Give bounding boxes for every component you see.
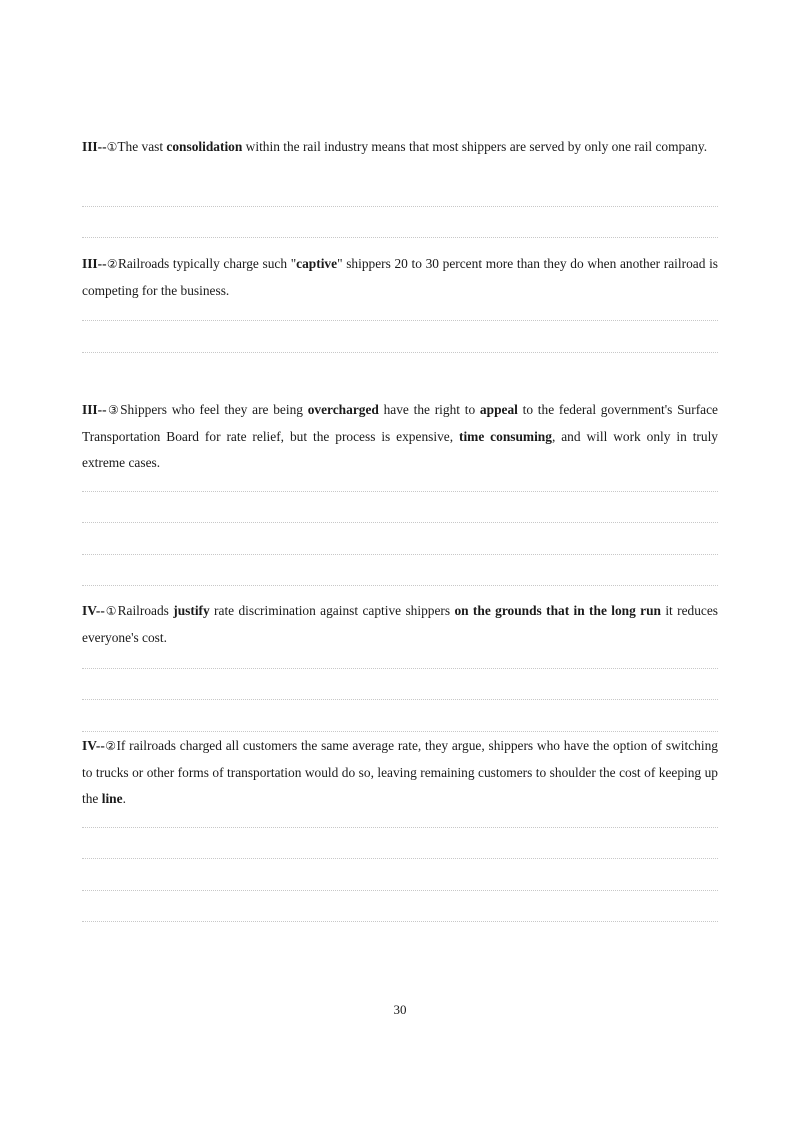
circled-number: ① bbox=[106, 140, 118, 154]
answer-line bbox=[82, 206, 718, 207]
bold-term: on the grounds that in the long run bbox=[454, 603, 661, 618]
bold-term: line bbox=[101, 791, 123, 806]
text-run: have the right to bbox=[378, 402, 480, 417]
bold-term: IV-- bbox=[82, 738, 105, 753]
answer-line bbox=[82, 352, 718, 353]
bold-term: III-- bbox=[82, 402, 107, 417]
bold-term: justify bbox=[173, 603, 210, 618]
text-run: , and will work only in truly extreme cases. bbox=[82, 428, 718, 470]
bold-term: III-- bbox=[82, 139, 107, 154]
answer-line bbox=[82, 858, 718, 859]
sentence-III-2 bbox=[82, 251, 718, 304]
text-run: Shippers who feel they are being bbox=[120, 402, 308, 417]
answer-line bbox=[82, 522, 718, 523]
bold-term: overcharged bbox=[307, 402, 379, 417]
answer-line bbox=[82, 491, 718, 492]
text-run: it reduces everyone's cost. bbox=[82, 603, 719, 645]
sentence-III-3 bbox=[82, 397, 718, 477]
text-run: The vast bbox=[117, 139, 167, 154]
answer-line bbox=[82, 237, 718, 238]
circled-number: ② bbox=[104, 739, 117, 753]
text-run: rate discrimination against captive shippers bbox=[209, 603, 455, 618]
sentence-IV-2 bbox=[82, 733, 718, 813]
bold-term: appeal bbox=[479, 402, 518, 417]
answer-line bbox=[82, 827, 718, 828]
text-run: Railroads typically charge such " bbox=[117, 256, 297, 271]
text-run: If railroads charged all customers the same average rate, they argue, shippers who have the option of switching to trucks or other forms of transportation would do so, leaving remaining customers to shoulder the cost of keeping up the bbox=[82, 738, 718, 806]
text-run: within the rail industry means that most shippers are served by only one rail company. bbox=[242, 139, 708, 154]
text-run: Railroads bbox=[117, 603, 174, 618]
bold-term: time consuming bbox=[458, 428, 552, 444]
bold-term: IV-- bbox=[82, 603, 105, 618]
answer-line bbox=[82, 668, 718, 669]
answer-line bbox=[82, 699, 718, 700]
text-run: to the federal government's Surface Transportation Board for rate relief, but the process is expensive, bbox=[82, 402, 718, 444]
answer-line bbox=[82, 320, 718, 321]
text-run: . bbox=[122, 791, 126, 806]
page-number: 30 bbox=[393, 1002, 407, 1017]
bold-term: III-- bbox=[82, 256, 107, 271]
sentence-IV-1 bbox=[82, 598, 718, 651]
bold-term: captive bbox=[296, 256, 338, 271]
answer-line bbox=[82, 585, 718, 586]
answer-line bbox=[82, 554, 718, 555]
answer-line bbox=[82, 731, 718, 732]
bold-term: consolidation bbox=[166, 139, 243, 154]
circled-number: ③ bbox=[106, 403, 121, 417]
sentence-III-1 bbox=[82, 134, 718, 161]
circled-number: ② bbox=[106, 257, 118, 271]
answer-line bbox=[82, 890, 718, 891]
circled-number: ① bbox=[104, 604, 118, 618]
text-run: " shippers 20 to 30 percent more than they do when another railroad is competing for the business. bbox=[82, 256, 718, 298]
answer-line bbox=[82, 921, 718, 922]
